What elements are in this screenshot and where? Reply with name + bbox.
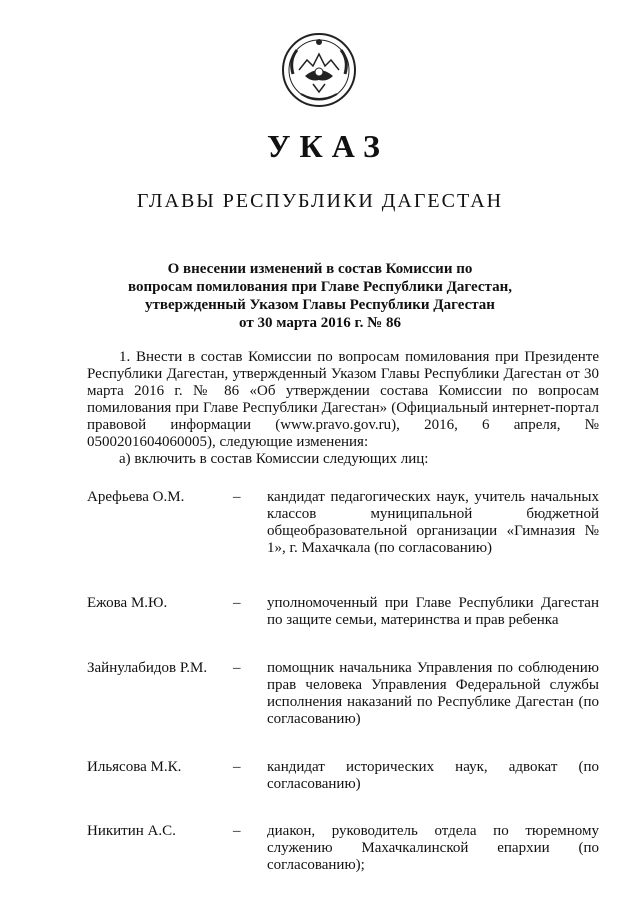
member-name: Зайнулабидов Р.М. <box>87 660 208 676</box>
member-dash: – <box>233 759 241 775</box>
heading-line: вопросам помилования при Главе Республики Дагестан, <box>128 279 512 295</box>
member-dash: – <box>233 489 241 505</box>
issuer-subtitle: ГЛАВЫ РЕСПУБЛИКИ ДАГЕСТАН <box>136 190 504 212</box>
member-row <box>87 823 599 874</box>
member-name: Арефьева О.М. <box>87 489 185 505</box>
document-body <box>87 349 599 468</box>
member-description: диакон, руководитель отдела по тюремному служению Махачкалинской епархии (по согласованию); <box>267 823 599 873</box>
member-row <box>87 595 599 629</box>
member-dash: – <box>233 823 241 839</box>
member-row <box>87 759 599 793</box>
heading-line: от 30 марта 2016 г. № 86 <box>239 315 401 331</box>
member-name: Ильясова М.К. <box>87 759 182 775</box>
member-description: уполномоченный при Главе Республики Дагестан по защите семьи, материнства и прав ребенка <box>267 595 599 628</box>
member-dash: – <box>233 595 241 611</box>
member-name: Никитин А.С. <box>87 823 176 839</box>
coat-of-arms-icon <box>279 30 359 110</box>
member-description: помощник начальника Управления по соблюдению прав человека Управления Федеральной службы исполнения наказаний по Республике Дагестан (по согласованию) <box>267 660 599 727</box>
paragraph-1: 1. Внести в состав Комиссии по вопросам помилования при Президенте Республики Дагестан, утвержденный Указом Главы Республики Дагестан от 30 марта 2016 г. № 86 «Об утверждении состава Комиссии по вопросам помилования при Главе Республики Дагестан» (Официальный интернет-портал правовой информации (www.pravo.gov.ru), 2016, 6 апреля, № 0500201604060005), следующие изменения: <box>87 349 599 450</box>
heading-line: утвержденный Указом Главы Республики Дагестан <box>145 297 495 313</box>
member-description: кандидат исторических наук, адвокат (по согласованию) <box>267 759 599 792</box>
member-name: Ежова М.Ю. <box>87 595 168 611</box>
heading-line: О внесении изменений в состав Комиссии по <box>167 261 473 277</box>
member-list <box>87 489 599 906</box>
member-dash: – <box>233 660 241 676</box>
member-row <box>87 489 599 557</box>
document-type-title: УКАЗ <box>267 128 389 164</box>
subitem-a: а) включить в состав Комиссии следующих лиц: <box>119 451 429 467</box>
document-heading <box>100 260 540 332</box>
member-row <box>87 660 599 728</box>
member-description: кандидат педагогических наук, учитель начальных классов муниципальной бюджетной общеобразовательной организации «Гимназия № 1», г. Махачкала (по согласованию) <box>267 489 599 556</box>
